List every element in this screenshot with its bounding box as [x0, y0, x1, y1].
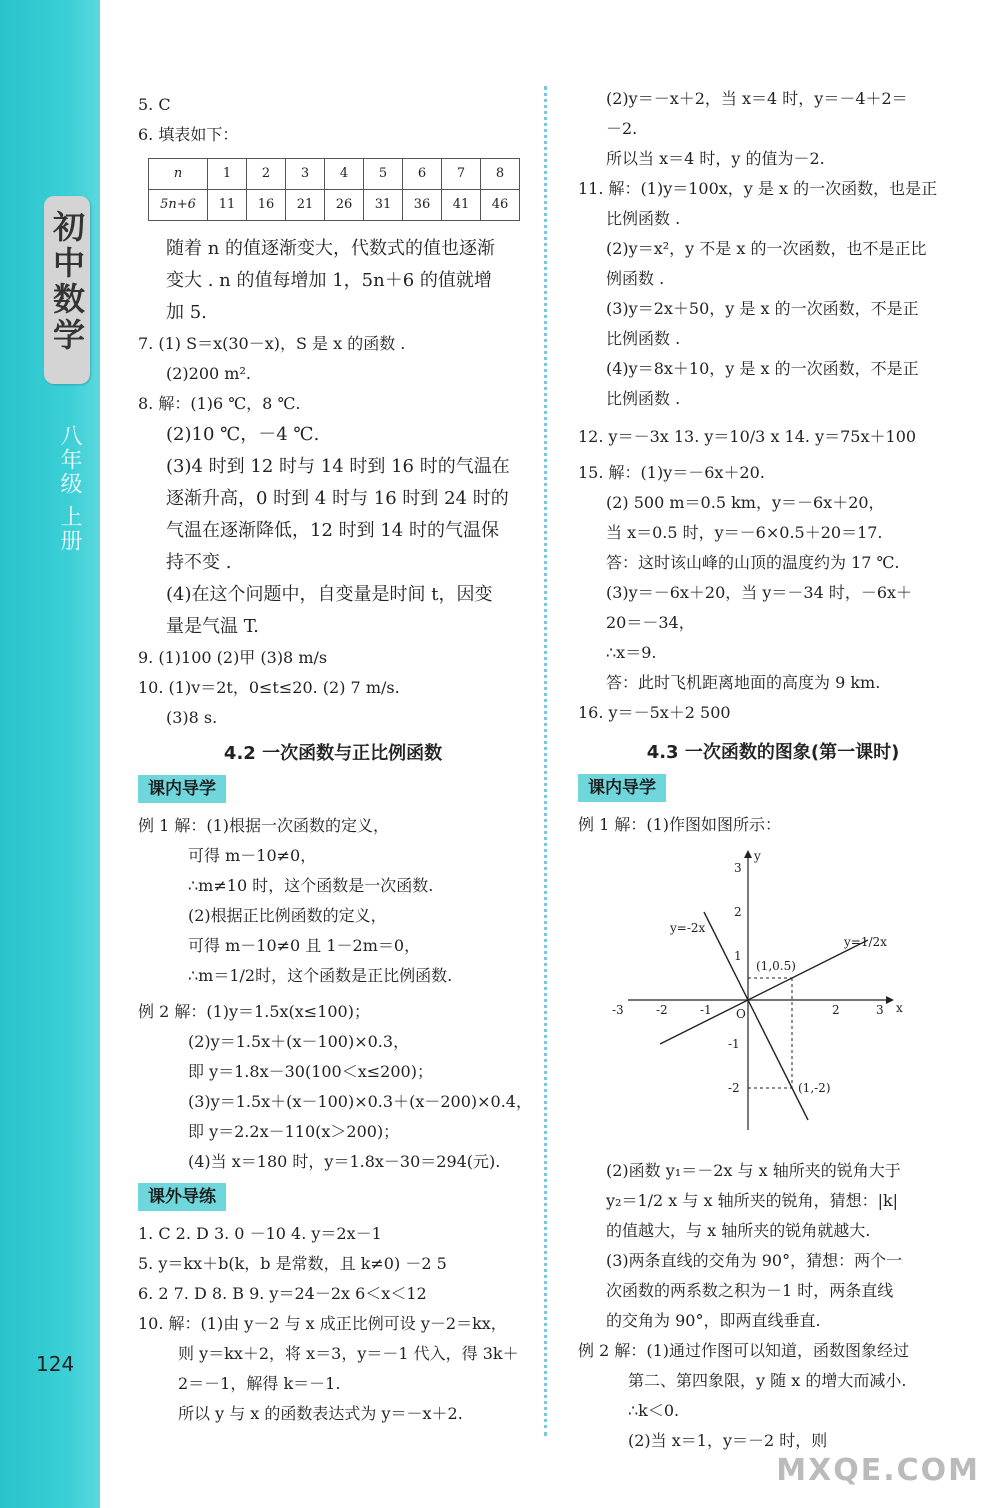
answer-q6-explanation [138, 233, 528, 329]
text-line: 气温在逐渐降低，12 时到 14 时的气温保 [166, 520, 499, 541]
text-line: (2) 500 m＝0.5 km，y＝－6x＋20， [606, 493, 885, 512]
text-line: 的交角为 90°，即两直线垂直. [606, 1311, 821, 1330]
text-line: ∴m＝1/2时，这个函数是正比例函数. [188, 966, 453, 985]
answer-q11: 11. 解：(1)y＝100x，y 是 x 的一次函数，也是正 [578, 179, 938, 198]
table-cell: 26 [325, 190, 364, 221]
line-label-half-x: y=1/2x [844, 935, 887, 949]
y-axis-label: y [754, 850, 761, 863]
text-line: 所以 y 与 x 的函数表达式为 y＝－x＋2. [178, 1404, 463, 1423]
line-label-neg2x: y=-2x [670, 921, 706, 935]
x-tick: -3 [612, 1003, 624, 1017]
text-line: 20＝－34， [606, 613, 695, 632]
text-line: 比例函数 . [606, 329, 681, 348]
answer-q15: 15. 解：(1)y＝－6x＋20. [578, 463, 765, 482]
text-line: 则 y＝kx＋2，将 x＝3，y＝－1 代入，得 3k＋ [178, 1344, 519, 1363]
table-cell: 7 [442, 159, 481, 190]
text-line: (3)y＝1.5x＋(x－100)×0.3＋(x－200)×0.4， [188, 1092, 532, 1111]
text-line: (2)200 m². [166, 364, 251, 383]
text-line: 可得 m－10≠0 且 1－2m＝0， [188, 936, 421, 955]
function-graph [608, 850, 908, 1140]
table-cell: 3 [286, 159, 325, 190]
answers-6-9: 6. 2 7. D 8. B 9. y＝24－2x 6＜x＜12 [138, 1284, 427, 1303]
x-tick: 3 [876, 1003, 884, 1017]
text-line: 答：此时飞机距离地面的高度为 9 km. [606, 673, 881, 692]
example-2: 例 2 解：(1)y＝1.5x(x≤100)； [138, 1002, 370, 1021]
right-column [578, 84, 968, 1456]
answer-q6: 6. 填表如下： [138, 125, 239, 144]
text-line: ∴k＜0. [628, 1401, 680, 1420]
text-line: 的值越大，与 x 轴所夹的锐角就越大. [606, 1221, 871, 1240]
text-line: (2)函数 y₁＝－2x 与 x 轴所夹的锐角大于 [606, 1161, 901, 1180]
table-cell: 8 [481, 159, 520, 190]
table-cell: 46 [481, 190, 520, 221]
text-line: (3)两条直线的交角为 90°，猜想：两个一 [606, 1251, 903, 1270]
text-line: (3)4 时到 12 时与 14 时到 16 时的气温在 [166, 456, 510, 477]
text-line: 答：这时该山峰的山顶的温度约为 17 ℃. [606, 553, 900, 572]
text-line: 当 x＝0.5 时，y＝－6×0.5＋20＝17. [606, 523, 883, 542]
answer-q10-b: 10. 解：(1)由 y－2 与 x 成正比例可设 y－2＝kx， [138, 1314, 507, 1333]
x-tick: 2 [832, 1003, 840, 1017]
table-cell: 1 [208, 159, 247, 190]
text-line: 即 y＝1.8x－30(100＜x≤200)； [188, 1062, 433, 1081]
section-title-4-3: 4.3 一次函数的图象(第一课时) [646, 742, 900, 763]
example-1-right: 例 1 解：(1)作图如图所示： [578, 815, 782, 834]
text-line: 变大 . n 的值每增加 1，5n＋6 的值就增 [166, 270, 492, 291]
answer-q8: 8. 解：(1)6 ℃，8 ℃. [138, 394, 301, 413]
table-cell: 41 [442, 190, 481, 221]
y-tick: 2 [734, 905, 742, 919]
example-1: 例 1 解：(1)根据一次函数的定义， [138, 816, 390, 835]
x-axis-arrow-icon [886, 996, 894, 1004]
y-tick: -2 [728, 1081, 740, 1095]
table-cell: 31 [364, 190, 403, 221]
example-2-right: 例 2 解：(1)通过作图可以知道，函数图象经过 [578, 1341, 910, 1360]
text-line: (2)当 x＝1，y＝－2 时，则 [628, 1431, 828, 1450]
text-line: 例函数 . [606, 269, 665, 288]
table-cell: 21 [286, 190, 325, 221]
text-line: 持不变 . [166, 552, 232, 573]
text-line: (4)当 x＝180 时，y＝1.8x－30＝294(元). [188, 1152, 501, 1171]
table-cell: 6 [403, 159, 442, 190]
text-line: 第二、第四象限，y 随 x 的增大而减小. [628, 1371, 907, 1390]
text-line: ∴m≠10 时，这个函数是一次函数. [188, 876, 434, 895]
answer-q8-body [138, 419, 528, 643]
text-line: ∴x＝9. [606, 643, 657, 662]
x-tick: -2 [656, 1003, 668, 1017]
text-line: (3)y＝－6x＋20，当 y＝－34 时，－6x＋ [606, 583, 913, 602]
table-cell: 2 [247, 159, 286, 190]
book-title: 初中数学 [48, 210, 86, 354]
answer-q9: 9. (1)100 (2)甲 (3)8 m/s [138, 648, 328, 667]
text-line: 量是气温 T. [166, 616, 259, 637]
text-line: －2. [606, 119, 638, 138]
table-cell: 5n+6 [149, 190, 208, 221]
text-line: 逐渐升高，0 时到 4 时与 16 时到 24 时的 [166, 488, 509, 509]
text-line: 所以当 x＝4 时，y 的值为－2. [606, 149, 825, 168]
text-line: 次函数的两系数之积为－1 时，两条直线 [606, 1281, 894, 1300]
text-line: (2)根据正比例函数的定义， [188, 906, 387, 925]
grade-label: 八年级 上册 [57, 424, 82, 553]
text-line: 随着 n 的值逐渐变大，代数式的值也逐渐 [166, 238, 496, 259]
watermark: MXQE.COM [776, 1453, 980, 1488]
text-line: (2)y＝－x＋2，当 x＝4 时，y＝－4＋2＝ [606, 89, 908, 108]
table-row [149, 190, 520, 221]
line-y-half-x [660, 940, 868, 1044]
text-line: (3)y＝2x＋50，y 是 x 的一次函数，不是正 [606, 299, 919, 318]
x-axis-label: x [896, 1001, 903, 1015]
text-line: 2＝－1，解得 k＝－1. [178, 1374, 341, 1393]
answer-q10: 10. (1)v＝2t，0≤t≤20. (2) 7 m/s. [138, 678, 400, 697]
table-cell: 16 [247, 190, 286, 221]
section-tag-in-class: 课内导学 [138, 775, 226, 803]
column-divider [544, 86, 547, 1436]
answers-5: 5. y＝kx＋b(k，b 是常数，且 k≠0) －2 5 [138, 1254, 447, 1273]
table-cell: 36 [403, 190, 442, 221]
value-table [148, 158, 520, 221]
book-title-box [44, 196, 90, 384]
text-line: (4)在这个问题中，自变量是时间 t，因变 [166, 584, 493, 605]
text-line: 即 y＝2.2x－110(x＞200)； [188, 1122, 400, 1141]
y-axis-arrow-icon [744, 850, 752, 858]
answers-12-14: 12. y＝－3x 13. y＝10/3 x 14. y＝75x＋100 [578, 427, 917, 446]
y-tick: 3 [734, 861, 742, 875]
text-line: (2)y＝1.5x＋(x－100)×0.3， [188, 1032, 410, 1051]
answer-q16: 16. y＝－5x＋2 500 [578, 703, 731, 722]
text-line: 比例函数 . [606, 389, 681, 408]
page-number: 124 [36, 1352, 75, 1376]
section-tag-after-class: 课外导练 [138, 1183, 226, 1211]
table-row [149, 159, 520, 190]
point-label-2: (1,-2) [798, 1081, 831, 1095]
origin-label: O [736, 1007, 746, 1021]
section-tag-in-class-2: 课内导学 [578, 774, 666, 802]
x-tick: -1 [700, 1003, 712, 1017]
section-title-4-2: 4.2 一次函数与正比例函数 [223, 743, 443, 764]
text-line: (2)y＝x²，y 不是 x 的一次函数，也不是正比 [606, 239, 927, 258]
table-cell: n [149, 159, 208, 190]
table-cell: 4 [325, 159, 364, 190]
text-line: (3)8 s. [166, 708, 218, 727]
answer-q5: 5. C [138, 95, 171, 114]
text-line: y₂＝1/2 x 与 x 轴所夹的锐角，猜想：|k| [606, 1191, 899, 1210]
table-cell: 11 [208, 190, 247, 221]
answer-q7: 7. (1) S＝x(30－x)，S 是 x 的函数 . [138, 334, 406, 353]
answers-1-4: 1. C 2. D 3. 0 －10 4. y＝2x－1 [138, 1224, 382, 1243]
text-line: 可得 m－10≠0， [188, 846, 317, 865]
left-column [138, 90, 532, 1429]
y-tick: 1 [734, 949, 742, 963]
point-label-1: (1,0.5) [756, 959, 796, 973]
text-line: (2)10 ℃，－4 ℃. [166, 424, 320, 445]
text-line: (4)y＝8x＋10，y 是 x 的一次函数，不是正 [606, 359, 919, 378]
table-cell: 5 [364, 159, 403, 190]
sidebar [0, 0, 100, 1508]
text-line: 比例函数 . [606, 209, 681, 228]
text-line: 加 5. [166, 302, 207, 323]
y-tick: -1 [728, 1037, 740, 1051]
